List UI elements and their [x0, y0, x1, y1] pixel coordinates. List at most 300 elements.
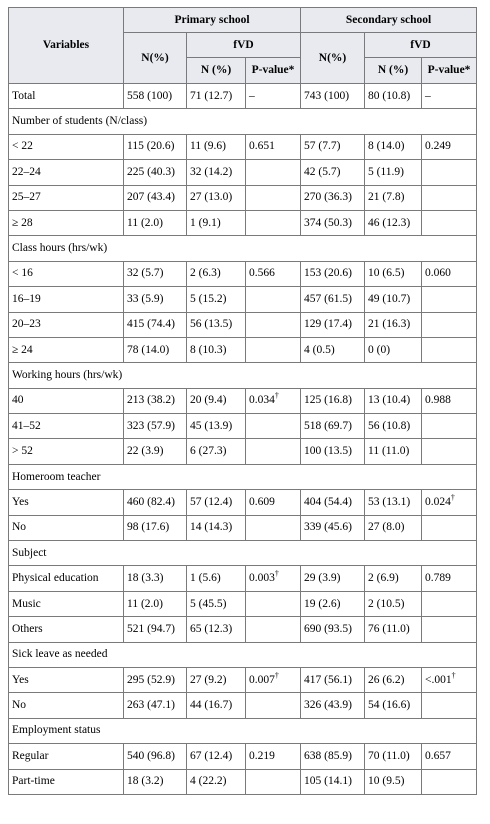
- primary-fvd-cell: [187, 312, 246, 337]
- secondary-fvd-cell: [365, 490, 422, 515]
- primary-p-value-cell: [246, 287, 301, 312]
- primary-fvd-cell: [187, 84, 246, 109]
- primary-n-pct-cell: [124, 515, 187, 540]
- primary-fvd-cell-text: 67 (12.4): [190, 749, 233, 762]
- table-row: [9, 591, 477, 616]
- secondary-n-pct-cell: [301, 84, 365, 109]
- secondary-n-pct-cell: [301, 439, 365, 464]
- secondary-fvd-cell: [365, 84, 422, 109]
- primary-fvd-cell-text: 44 (16.7): [190, 699, 233, 712]
- secondary-n-pct-cell: [301, 591, 365, 616]
- secondary-fvd-cell: [365, 617, 422, 642]
- primary-p-value-cell: [246, 566, 301, 591]
- secondary-p-value-cell-text: 0.988: [425, 394, 451, 407]
- secondary-p-value-cell: [422, 388, 477, 413]
- row-label: [9, 84, 124, 109]
- secondary-fvd-cell: [365, 693, 422, 718]
- primary-fvd-cell-text: 71 (12.7): [190, 89, 233, 102]
- primary-n-pct-cell-text: 460 (82.4): [127, 495, 175, 508]
- secondary-fvd-cell: [365, 566, 422, 591]
- row-label-text: > 52: [12, 445, 33, 458]
- secondary-n-pct-cell-text: 153 (20.6): [304, 267, 352, 280]
- secondary-p-value-cell: [422, 591, 477, 616]
- header-primary-school: Primary school: [124, 8, 301, 33]
- secondary-n-pct-cell: [301, 337, 365, 362]
- secondary-fvd-cell: [365, 312, 422, 337]
- header-secondary-n-pct: N(%): [301, 33, 365, 84]
- primary-fvd-cell-text: 27 (13.0): [190, 191, 233, 204]
- primary-p-value-cell: [246, 667, 301, 692]
- secondary-n-pct-cell-text: 326 (43.9): [304, 699, 352, 712]
- row-label-text: No: [12, 521, 27, 534]
- section-label: Homeroom teacher: [9, 464, 477, 489]
- primary-n-pct-cell-text: 207 (43.4): [127, 191, 175, 204]
- secondary-fvd-cell-text: 80 (10.8): [368, 89, 411, 102]
- table-row: [9, 134, 477, 159]
- secondary-p-value-cell: [422, 134, 477, 159]
- secondary-n-pct-cell: [301, 769, 365, 794]
- primary-fvd-cell-text: 56 (13.5): [190, 318, 233, 331]
- table-row: [9, 515, 477, 540]
- secondary-n-pct-cell-text: 105 (14.1): [304, 775, 352, 788]
- primary-n-pct-cell-text: 225 (40.3): [127, 165, 175, 178]
- secondary-n-pct-cell-text: 100 (13.5): [304, 445, 352, 458]
- section-label: Working hours (hrs/wk): [9, 363, 477, 388]
- data-table: [8, 7, 477, 795]
- row-label: [9, 515, 124, 540]
- secondary-fvd-cell-text: 2 (6.9): [368, 572, 399, 585]
- row-label-text: 22–24: [12, 165, 41, 178]
- table-body: [9, 84, 477, 795]
- primary-n-pct-cell-text: 18 (3.2): [127, 775, 164, 788]
- table-header: [9, 8, 477, 84]
- section-row: [9, 541, 477, 566]
- primary-fvd-cell: [187, 744, 246, 769]
- primary-n-pct-cell-text: 11 (2.0): [127, 216, 163, 229]
- secondary-p-value-cell: [422, 744, 477, 769]
- dagger-mark: †: [451, 670, 456, 680]
- primary-fvd-cell-text: 11 (9.6): [190, 140, 226, 153]
- row-label-text: < 16: [12, 267, 33, 280]
- primary-p-value-cell: [246, 693, 301, 718]
- dagger-mark: †: [274, 391, 279, 401]
- primary-n-pct-cell: [124, 210, 187, 235]
- primary-p-value-cell: [246, 515, 301, 540]
- primary-p-value-cell-text: 0.003: [249, 572, 275, 585]
- table-row: [9, 287, 477, 312]
- table-row: [9, 439, 477, 464]
- secondary-n-pct-cell-text: 339 (45.6): [304, 521, 352, 534]
- secondary-p-value-cell-text: 0.060: [425, 267, 451, 280]
- secondary-fvd-cell-text: 56 (10.8): [368, 419, 411, 432]
- table-row: [9, 769, 477, 794]
- primary-p-value-cell: [246, 591, 301, 616]
- primary-n-pct-cell: [124, 388, 187, 413]
- primary-fvd-cell: [187, 515, 246, 540]
- secondary-n-pct-cell-text: 29 (3.9): [304, 572, 341, 585]
- primary-n-pct-cell: [124, 769, 187, 794]
- row-label: [9, 591, 124, 616]
- primary-fvd-cell-text: 4 (22.2): [190, 775, 227, 788]
- primary-fvd-cell-text: 5 (45.5): [190, 597, 227, 610]
- secondary-n-pct-cell: [301, 566, 365, 591]
- row-label-text: Others: [12, 622, 43, 635]
- primary-fvd-cell-text: 2 (6.3): [190, 267, 221, 280]
- secondary-p-value-cell: [422, 439, 477, 464]
- primary-n-pct-cell: [124, 667, 187, 692]
- secondary-fvd-cell-text: 49 (10.7): [368, 292, 411, 305]
- section-row: [9, 363, 477, 388]
- secondary-n-pct-cell-text: 690 (93.5): [304, 622, 352, 635]
- secondary-n-pct-cell: [301, 185, 365, 210]
- primary-n-pct-cell-text: 78 (14.0): [127, 343, 170, 356]
- row-label: [9, 769, 124, 794]
- secondary-fvd-cell-text: 54 (16.6): [368, 699, 411, 712]
- row-label: [9, 439, 124, 464]
- header-variables: Variables: [9, 8, 124, 84]
- row-label: [9, 414, 124, 439]
- primary-n-pct-cell-text: 415 (74.4): [127, 318, 175, 331]
- header-primary-p-value: P-value*: [246, 58, 301, 84]
- secondary-p-value-cell: [422, 515, 477, 540]
- secondary-p-value-cell: [422, 414, 477, 439]
- primary-p-value-cell-text: 0.566: [249, 267, 275, 280]
- secondary-p-value-cell: [422, 210, 477, 235]
- primary-n-pct-cell-text: 521 (94.7): [127, 622, 175, 635]
- section-label: Number of students (N/class): [9, 109, 477, 134]
- row-label: [9, 134, 124, 159]
- dagger-mark: †: [450, 492, 455, 502]
- row-label: [9, 337, 124, 362]
- primary-p-value-cell: [246, 744, 301, 769]
- primary-p-value-cell: [246, 261, 301, 286]
- row-label-text: 40: [12, 394, 24, 407]
- row-label-text: Music: [12, 597, 41, 610]
- table-row: [9, 566, 477, 591]
- secondary-fvd-cell: [365, 769, 422, 794]
- secondary-n-pct-cell: [301, 490, 365, 515]
- secondary-p-value-cell-text: 0.657: [425, 749, 451, 762]
- section-label: Sick leave as needed: [9, 642, 477, 667]
- secondary-fvd-cell: [365, 261, 422, 286]
- primary-fvd-cell-text: 20 (9.4): [190, 394, 227, 407]
- row-label-text: 41–52: [12, 419, 41, 432]
- secondary-fvd-cell-text: 21 (7.8): [368, 191, 405, 204]
- primary-p-value-cell: [246, 84, 301, 109]
- table-row: [9, 414, 477, 439]
- secondary-fvd-cell-text: 53 (13.1): [368, 495, 411, 508]
- secondary-fvd-cell: [365, 591, 422, 616]
- primary-fvd-cell: [187, 134, 246, 159]
- secondary-p-value-cell: [422, 84, 477, 109]
- primary-n-pct-cell: [124, 185, 187, 210]
- primary-n-pct-cell: [124, 490, 187, 515]
- primary-p-value-cell: [246, 617, 301, 642]
- secondary-n-pct-cell-text: 42 (5.7): [304, 165, 341, 178]
- primary-n-pct-cell: [124, 566, 187, 591]
- row-label: [9, 693, 124, 718]
- table-row: [9, 261, 477, 286]
- table-row: [9, 667, 477, 692]
- primary-fvd-cell: [187, 617, 246, 642]
- primary-n-pct-cell-text: 98 (17.6): [127, 521, 170, 534]
- secondary-n-pct-cell: [301, 287, 365, 312]
- dagger-mark: †: [274, 670, 279, 680]
- table-row: [9, 337, 477, 362]
- row-label-text: Physical education: [12, 572, 99, 585]
- secondary-n-pct-cell-text: 417 (56.1): [304, 673, 352, 686]
- secondary-n-pct-cell: [301, 312, 365, 337]
- primary-p-value-cell-text: 0.609: [249, 495, 275, 508]
- secondary-n-pct-cell-text: 743 (100): [304, 89, 350, 102]
- primary-fvd-cell-text: 8 (10.3): [190, 343, 227, 356]
- primary-n-pct-cell-text: 323 (57.9): [127, 419, 175, 432]
- row-label: [9, 287, 124, 312]
- header-secondary-fvd-n-pct: N (%): [365, 58, 422, 84]
- secondary-p-value-cell: [422, 160, 477, 185]
- primary-n-pct-cell: [124, 160, 187, 185]
- row-label: [9, 744, 124, 769]
- primary-p-value-cell: [246, 414, 301, 439]
- primary-p-value-cell: [246, 337, 301, 362]
- secondary-n-pct-cell: [301, 515, 365, 540]
- primary-fvd-cell-text: 5 (15.2): [190, 292, 227, 305]
- primary-fvd-cell: [187, 261, 246, 286]
- secondary-p-value-cell: [422, 566, 477, 591]
- primary-n-pct-cell-text: 32 (5.7): [127, 267, 164, 280]
- secondary-p-value-cell: [422, 769, 477, 794]
- secondary-fvd-cell-text: 10 (9.5): [368, 775, 405, 788]
- secondary-fvd-cell: [365, 210, 422, 235]
- secondary-p-value-cell-text: 0.024: [425, 495, 451, 508]
- secondary-n-pct-cell: [301, 388, 365, 413]
- secondary-p-value-cell: [422, 693, 477, 718]
- section-row: [9, 718, 477, 743]
- primary-n-pct-cell: [124, 312, 187, 337]
- row-label: [9, 312, 124, 337]
- primary-p-value-cell-text: 0.219: [249, 749, 275, 762]
- secondary-p-value-cell-text: 0.249: [425, 140, 451, 153]
- primary-fvd-cell: [187, 388, 246, 413]
- primary-p-value-cell-text: –: [249, 89, 255, 102]
- secondary-n-pct-cell: [301, 693, 365, 718]
- section-row: [9, 464, 477, 489]
- dagger-mark: †: [274, 569, 279, 579]
- primary-n-pct-cell-text: 115 (20.6): [127, 140, 175, 153]
- secondary-p-value-cell-text: 0.789: [425, 572, 451, 585]
- primary-n-pct-cell-text: 263 (47.1): [127, 699, 175, 712]
- secondary-p-value-cell: [422, 287, 477, 312]
- secondary-n-pct-cell-text: 125 (16.8): [304, 394, 352, 407]
- row-label-text: ≥ 24: [12, 343, 33, 356]
- table-row: [9, 744, 477, 769]
- primary-fvd-cell-text: 32 (14.2): [190, 165, 233, 178]
- primary-n-pct-cell-text: 33 (5.9): [127, 292, 164, 305]
- secondary-fvd-cell-text: 0 (0): [368, 343, 391, 356]
- primary-fvd-cell: [187, 287, 246, 312]
- header-secondary-school: Secondary school: [301, 8, 477, 33]
- table-row: [9, 617, 477, 642]
- primary-n-pct-cell-text: 295 (52.9): [127, 673, 175, 686]
- primary-fvd-cell: [187, 160, 246, 185]
- row-label: [9, 667, 124, 692]
- secondary-n-pct-cell: [301, 261, 365, 286]
- secondary-n-pct-cell: [301, 160, 365, 185]
- row-label: [9, 490, 124, 515]
- table-row: [9, 210, 477, 235]
- table-row: [9, 312, 477, 337]
- primary-fvd-cell-text: 6 (27.3): [190, 445, 227, 458]
- section-label: Class hours (hrs/wk): [9, 236, 477, 261]
- primary-n-pct-cell: [124, 439, 187, 464]
- secondary-fvd-cell-text: 11 (11.0): [368, 445, 410, 458]
- secondary-p-value-cell: [422, 312, 477, 337]
- primary-n-pct-cell-text: 540 (96.8): [127, 749, 175, 762]
- primary-p-value-cell: [246, 439, 301, 464]
- secondary-fvd-cell-text: 21 (16.3): [368, 318, 411, 331]
- section-row: [9, 642, 477, 667]
- primary-n-pct-cell: [124, 287, 187, 312]
- header-primary-fvd: fVD: [187, 33, 301, 58]
- primary-p-value-cell-text: 0.034: [249, 394, 275, 407]
- secondary-p-value-cell: [422, 490, 477, 515]
- primary-fvd-cell: [187, 693, 246, 718]
- secondary-fvd-cell: [365, 134, 422, 159]
- table-container: [8, 7, 477, 795]
- primary-n-pct-cell-text: 558 (100): [127, 89, 173, 102]
- header-secondary-fvd: fVD: [365, 33, 477, 58]
- table-row: [9, 490, 477, 515]
- primary-fvd-cell: [187, 566, 246, 591]
- secondary-fvd-cell: [365, 515, 422, 540]
- header-primary-n-pct: N(%): [124, 33, 187, 84]
- table-row: [9, 84, 477, 109]
- primary-n-pct-cell: [124, 744, 187, 769]
- row-label-text: 25–27: [12, 191, 41, 204]
- secondary-n-pct-cell-text: 457 (61.5): [304, 292, 352, 305]
- row-label-text: 20–23: [12, 318, 41, 331]
- row-label-text: 16–19: [12, 292, 41, 305]
- secondary-n-pct-cell: [301, 210, 365, 235]
- primary-p-value-cell: [246, 312, 301, 337]
- secondary-fvd-cell: [365, 439, 422, 464]
- primary-fvd-cell: [187, 414, 246, 439]
- secondary-fvd-cell-text: 76 (11.0): [368, 622, 410, 635]
- primary-n-pct-cell-text: 22 (3.9): [127, 445, 164, 458]
- secondary-n-pct-cell-text: 19 (2.6): [304, 597, 341, 610]
- section-label: Employment status: [9, 718, 477, 743]
- primary-fvd-cell-text: 14 (14.3): [190, 521, 233, 534]
- primary-p-value-cell: [246, 769, 301, 794]
- secondary-fvd-cell-text: 5 (11.9): [368, 165, 405, 178]
- primary-n-pct-cell: [124, 693, 187, 718]
- secondary-fvd-cell: [365, 414, 422, 439]
- row-label-text: Regular: [12, 749, 49, 762]
- primary-fvd-cell: [187, 769, 246, 794]
- primary-n-pct-cell: [124, 337, 187, 362]
- primary-p-value-cell-text: 0.651: [249, 140, 275, 153]
- primary-p-value-cell: [246, 134, 301, 159]
- secondary-n-pct-cell: [301, 414, 365, 439]
- header-primary-fvd-n-pct: N (%): [187, 58, 246, 84]
- row-label-text: < 22: [12, 140, 33, 153]
- secondary-fvd-cell: [365, 185, 422, 210]
- row-label-text: No: [12, 699, 27, 712]
- secondary-fvd-cell-text: 8 (14.0): [368, 140, 405, 153]
- primary-fvd-cell-text: 1 (9.1): [190, 216, 221, 229]
- secondary-p-value-cell: [422, 337, 477, 362]
- row-label: [9, 185, 124, 210]
- secondary-p-value-cell: [422, 667, 477, 692]
- row-label: [9, 617, 124, 642]
- row-label: [9, 388, 124, 413]
- secondary-fvd-cell-text: 10 (6.5): [368, 267, 405, 280]
- section-row: [9, 109, 477, 134]
- primary-p-value-cell: [246, 160, 301, 185]
- primary-p-value-cell-text: 0.007: [249, 673, 275, 686]
- primary-n-pct-cell: [124, 261, 187, 286]
- secondary-p-value-cell: [422, 261, 477, 286]
- primary-fvd-cell: [187, 337, 246, 362]
- secondary-fvd-cell: [365, 388, 422, 413]
- secondary-n-pct-cell-text: 404 (54.4): [304, 495, 352, 508]
- primary-n-pct-cell: [124, 134, 187, 159]
- secondary-n-pct-cell-text: 638 (85.9): [304, 749, 352, 762]
- primary-fvd-cell: [187, 185, 246, 210]
- primary-fvd-cell-text: 27 (9.2): [190, 673, 227, 686]
- row-label: [9, 210, 124, 235]
- primary-n-pct-cell: [124, 617, 187, 642]
- secondary-fvd-cell: [365, 160, 422, 185]
- secondary-n-pct-cell-text: 4 (0.5): [304, 343, 335, 356]
- header-secondary-p-value: P-value*: [422, 58, 477, 84]
- secondary-n-pct-cell: [301, 617, 365, 642]
- secondary-fvd-cell-text: 13 (10.4): [368, 394, 411, 407]
- secondary-fvd-cell-text: 46 (12.3): [368, 216, 411, 229]
- primary-n-pct-cell-text: 11 (2.0): [127, 597, 163, 610]
- primary-fvd-cell: [187, 439, 246, 464]
- row-label-text: Part-time: [12, 775, 55, 788]
- row-label-text: Yes: [12, 673, 29, 686]
- primary-n-pct-cell: [124, 591, 187, 616]
- primary-p-value-cell: [246, 210, 301, 235]
- section-label: Subject: [9, 541, 477, 566]
- row-label: [9, 261, 124, 286]
- secondary-fvd-cell: [365, 667, 422, 692]
- secondary-p-value-cell-text: –: [425, 89, 431, 102]
- secondary-n-pct-cell: [301, 667, 365, 692]
- primary-fvd-cell: [187, 210, 246, 235]
- row-label-text: Yes: [12, 495, 29, 508]
- secondary-fvd-cell-text: 27 (8.0): [368, 521, 405, 534]
- table-row: [9, 160, 477, 185]
- secondary-n-pct-cell-text: 57 (7.7): [304, 140, 341, 153]
- primary-fvd-cell-text: 57 (12.4): [190, 495, 233, 508]
- primary-p-value-cell: [246, 490, 301, 515]
- primary-n-pct-cell-text: 18 (3.3): [127, 572, 164, 585]
- secondary-n-pct-cell: [301, 134, 365, 159]
- table-row: [9, 693, 477, 718]
- secondary-n-pct-cell-text: 129 (17.4): [304, 318, 352, 331]
- secondary-p-value-cell: [422, 617, 477, 642]
- secondary-fvd-cell-text: 26 (6.2): [368, 673, 405, 686]
- secondary-fvd-cell-text: 70 (11.0): [368, 749, 410, 762]
- primary-p-value-cell: [246, 185, 301, 210]
- secondary-fvd-cell: [365, 744, 422, 769]
- table-row: [9, 388, 477, 413]
- secondary-n-pct-cell-text: 518 (69.7): [304, 419, 352, 432]
- primary-fvd-cell-text: 65 (12.3): [190, 622, 233, 635]
